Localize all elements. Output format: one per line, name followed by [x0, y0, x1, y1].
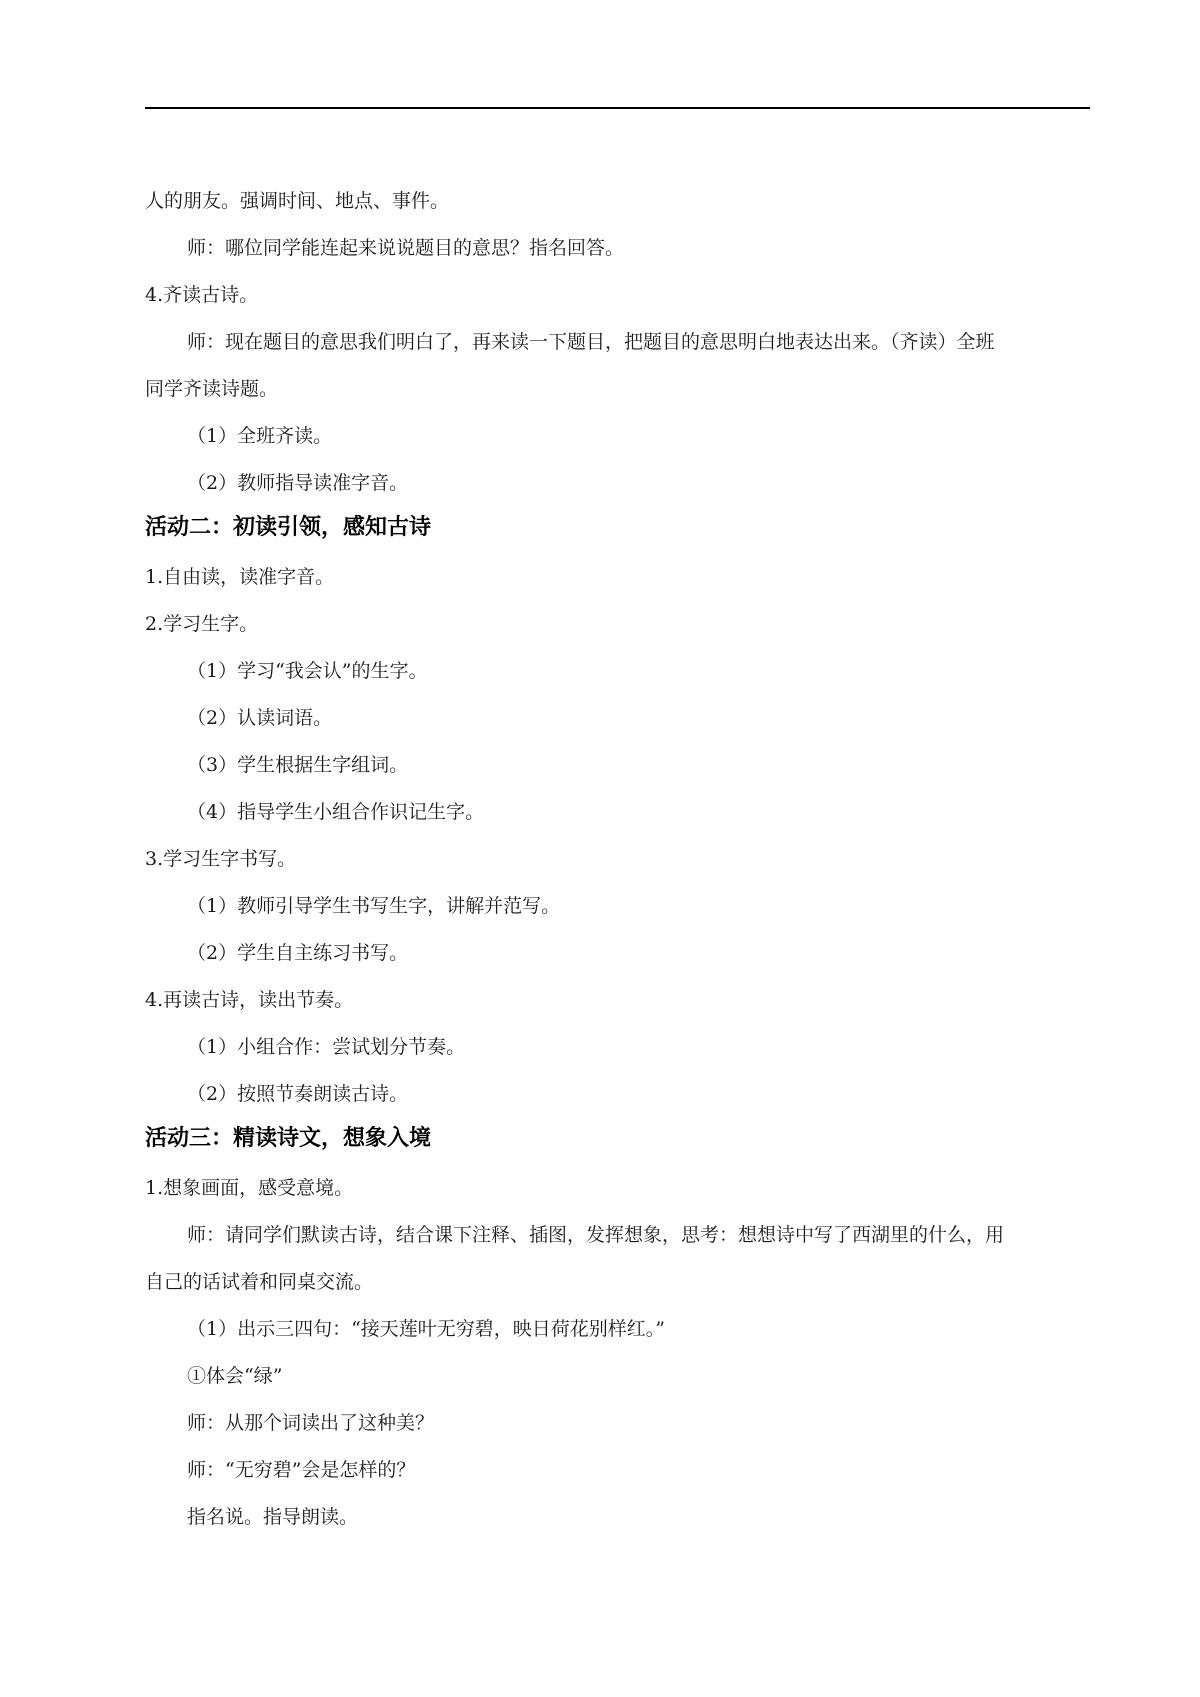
- list-item: （2）教师指导读准字音。: [187, 472, 409, 494]
- section-heading: 活动二：初读引领，感知古诗: [145, 515, 432, 540]
- paragraph-line: 师：“无穷碧”会是怎样的？: [187, 1459, 416, 1481]
- list-item: （1）教师引导学生书写生字，讲解并范写。: [187, 895, 561, 917]
- paragraph-line: 师：哪位同学能连起来说说题目的意思？指名回答。: [187, 237, 625, 259]
- list-item: （1）全班齐读。: [187, 425, 333, 447]
- list-item: （2）认读词语。: [187, 707, 333, 729]
- paragraph-line: 1.想象画面，感受意境。: [145, 1177, 354, 1199]
- list-item: （1）学习“我会认”的生字。: [187, 660, 428, 682]
- section-heading: 活动三：精读诗文，想象入境: [145, 1126, 432, 1151]
- list-item: （1）小组合作：尝试划分节奏。: [187, 1036, 466, 1058]
- paragraph-line: 指名说。指导朗读。: [187, 1506, 359, 1528]
- paragraph-line: 4.再读古诗，读出节奏。: [145, 989, 354, 1011]
- paragraph-line: ①体会“绿”: [187, 1365, 283, 1387]
- paragraph-line: 自己的话试着和同桌交流。: [145, 1271, 374, 1293]
- paragraph-line: 师：现在题目的意思我们明白了，再来读一下题目，把题目的意思明白地表达出来。（齐读）全班: [187, 331, 995, 353]
- paragraph-line: 师：请同学们默读古诗，结合课下注释、插图，发挥想象，思考：想想诗中写了西湖里的什么，用: [187, 1224, 1005, 1246]
- paragraph-line: 4.齐读古诗。: [145, 284, 259, 306]
- paragraph-line: 2.学习生字。: [145, 613, 259, 635]
- list-item: （1）出示三四句：“接天莲叶无穷碧，映日荷花别样红。”: [187, 1318, 666, 1340]
- paragraph-line: 师：从那个词读出了这种美？: [187, 1412, 435, 1434]
- paragraph-line: 同学齐读诗题。: [145, 378, 279, 400]
- header-rule: [145, 107, 1090, 109]
- paragraph-line: 人的朋友。强调时间、地点、事件。: [145, 190, 450, 212]
- paragraph-line: 3.学习生字书写。: [145, 848, 297, 870]
- list-item: （4）指导学生小组合作识记生字。: [187, 801, 485, 823]
- paragraph-line: 1.自由读，读准字音。: [145, 566, 335, 588]
- list-item: （2）学生自主练习书写。: [187, 942, 409, 964]
- list-item: （3）学生根据生字组词。: [187, 754, 409, 776]
- list-item: （2）按照节奏朗读古诗。: [187, 1083, 409, 1105]
